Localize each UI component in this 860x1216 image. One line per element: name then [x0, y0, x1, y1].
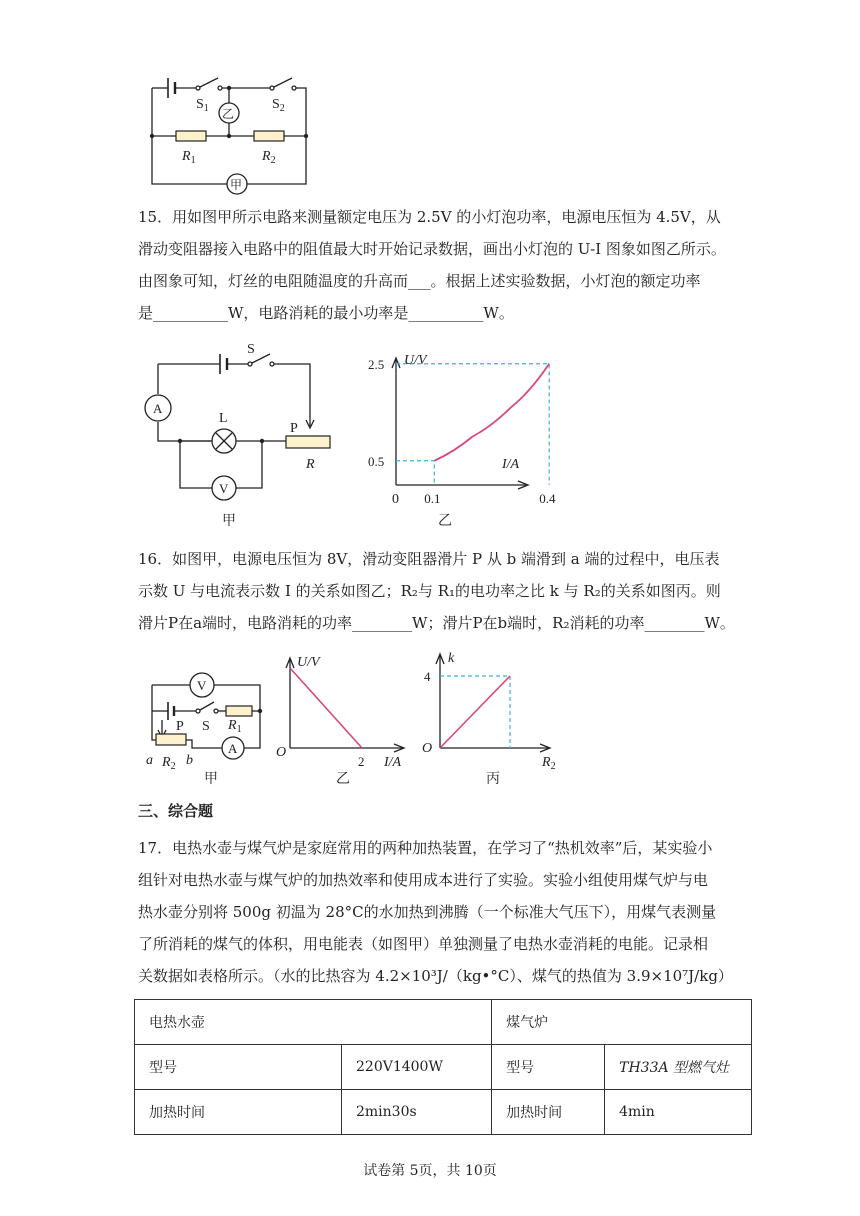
rheostat-resistor [286, 436, 330, 448]
q15-ui-chart [360, 340, 556, 507]
page-footer: 试卷第 5页，共 10页 [363, 1163, 497, 1179]
table-header-cell: 煤气炉 [492, 1000, 752, 1045]
lamp-label: L [219, 411, 228, 426]
r2-label: $R_2$ [262, 149, 276, 166]
chart16bing-ylabel: k [448, 651, 455, 666]
q15-line: 由图象可知，灯丝的电阻随温度的升高而___。根据上述实验数据，小灯泡的额定功率 [138, 272, 701, 290]
q16-caption-jia: 甲 [204, 771, 218, 787]
q16-caption-bing: 丙 [486, 771, 500, 787]
jia-label: 甲 [230, 178, 243, 192]
series-line [434, 364, 549, 461]
q14-circuit-diagram [140, 64, 320, 194]
q15-circuit-diagram [140, 340, 340, 500]
end-b-label: b [186, 753, 193, 768]
chart15-origin: 0 [392, 492, 399, 507]
table-row [135, 1045, 752, 1090]
chart16yi-ylabel: U/V [297, 655, 320, 670]
q16-ui-chart [270, 648, 415, 773]
x-tick-label: 0.1 [424, 491, 441, 506]
slider-p-label: P [176, 719, 184, 734]
chart15-xlabel: I/A [502, 457, 520, 472]
q15-text [138, 201, 728, 329]
voltmeter-label: V [197, 678, 207, 693]
r2-label: $R_2$ [162, 755, 176, 772]
s1-label: $S_1$ [196, 97, 209, 114]
x-tick-label: 0.4 [539, 491, 556, 506]
table-cell: 220V1400W [342, 1045, 492, 1090]
y-tick-label: 0.5 [368, 453, 385, 469]
chart16yi-xlabel: I/A [384, 755, 402, 770]
q17-line: 热水壶分别将 500g 初温为 28°C的水加热到沸腾（一个标准大气压下），用煤气表测量 [138, 903, 717, 921]
q17-line: 关数据如表格所示。（水的比热容为 4.2×10³J/（kg•°C）、煤气的热值为 3.9×10⁷J/kg） [138, 967, 733, 985]
switch-s-label: S [202, 719, 210, 734]
r1-label: $R_1$ [228, 718, 242, 735]
chart16bing-xlabel: $R_2$ [542, 755, 556, 772]
q15-line: 滑动变阻器接入电路中的阻值最大时开始记录数据，画出小灯泡的 U-I 图象如图乙所示。 [138, 240, 726, 258]
q16-k-r2-chart [418, 648, 568, 773]
q15-caption-jia: 甲 [222, 513, 236, 529]
r2-rheostat-resistor [156, 734, 186, 745]
q15-line: 是__________W，电路消耗的最小功率是__________W。 [138, 304, 514, 322]
chart16yi-origin: O [276, 745, 287, 760]
table-cell: 2min30s [342, 1090, 492, 1135]
q17-data-table [134, 999, 752, 1135]
s2-label: $S_2$ [272, 97, 285, 114]
y-tick-label: 4 [424, 669, 431, 684]
q17-line: 了所消耗的煤气的体积，用电能表（如图甲）单独测量了电热水壶消耗的电能。记录相 [138, 935, 709, 953]
lamp-icon [212, 429, 236, 453]
table-row [135, 1090, 752, 1135]
r1-resistor [226, 706, 252, 716]
table-cell: 加热时间 [492, 1090, 605, 1135]
slider-p-label: P [290, 421, 298, 436]
table-cell: 型号 [492, 1045, 605, 1090]
guide-line [396, 461, 434, 485]
q15-line: 15．用如图甲所示电路来测量额定电压为 2.5V 的小灯泡功率，电源电压恒为 4.5V，从 [138, 208, 721, 226]
q17-line: 17．电热水壶与煤气炉是家庭常用的两种加热装置，在学习了“热机效率”后，某实验小 [138, 839, 713, 857]
y-tick-label: 2.5 [368, 356, 385, 372]
rheostat-r-label: R [306, 457, 315, 472]
table-cell: 加热时间 [135, 1090, 342, 1135]
switch-s-label: S [247, 342, 255, 357]
yi-label: 乙 [222, 107, 235, 121]
r1-label: $R_1$ [182, 149, 196, 166]
x-tick-label: 2 [358, 754, 365, 769]
series-line [290, 668, 362, 748]
table-cell: 型号 [135, 1045, 342, 1090]
chart16bing-origin: O [422, 741, 433, 756]
table-header-cell: 电热水壶 [135, 1000, 492, 1045]
q16-text [138, 543, 735, 639]
section-title: 三、综合题 [138, 802, 214, 820]
table-cell: TH33A 型燃气灶 [605, 1045, 752, 1090]
ammeter-label: A [228, 741, 238, 756]
end-a-label: a [146, 753, 153, 768]
series-line [440, 676, 510, 748]
q15-caption-yi: 乙 [438, 513, 452, 529]
chart15-ylabel: U/V [404, 353, 427, 368]
q16-caption-yi: 乙 [336, 771, 350, 787]
r2-resistor [254, 131, 284, 141]
table-cell: 4min [605, 1090, 752, 1135]
q17-line: 组针对电热水壶与煤气炉的加热效率和使用成本进行了实验。实验小组使用煤气炉与电 [138, 871, 709, 889]
table-header-row [135, 1000, 752, 1045]
q16-line: 16．如图甲，电源电压恒为 8V，滑动变阻器滑片 P 从 b 端滑到 a 端的过程中，电压表 [138, 550, 720, 568]
q16-line: 示数 U 与电流表示数 I 的关系如图乙；R₂与 R₁的电功率之比 k 与 R₂的关系如图丙。则 [138, 582, 721, 600]
q17-text [138, 832, 733, 992]
voltmeter-label: V [219, 481, 229, 496]
q16-line: 滑片P在a端时，电路消耗的功率________W；滑片P在b端时，R₂消耗的功率________W。 [138, 614, 735, 632]
guide-line [396, 364, 549, 485]
q16-circuit-diagram [142, 668, 272, 773]
r1-resistor [176, 131, 206, 141]
ammeter-label: A [153, 401, 163, 416]
